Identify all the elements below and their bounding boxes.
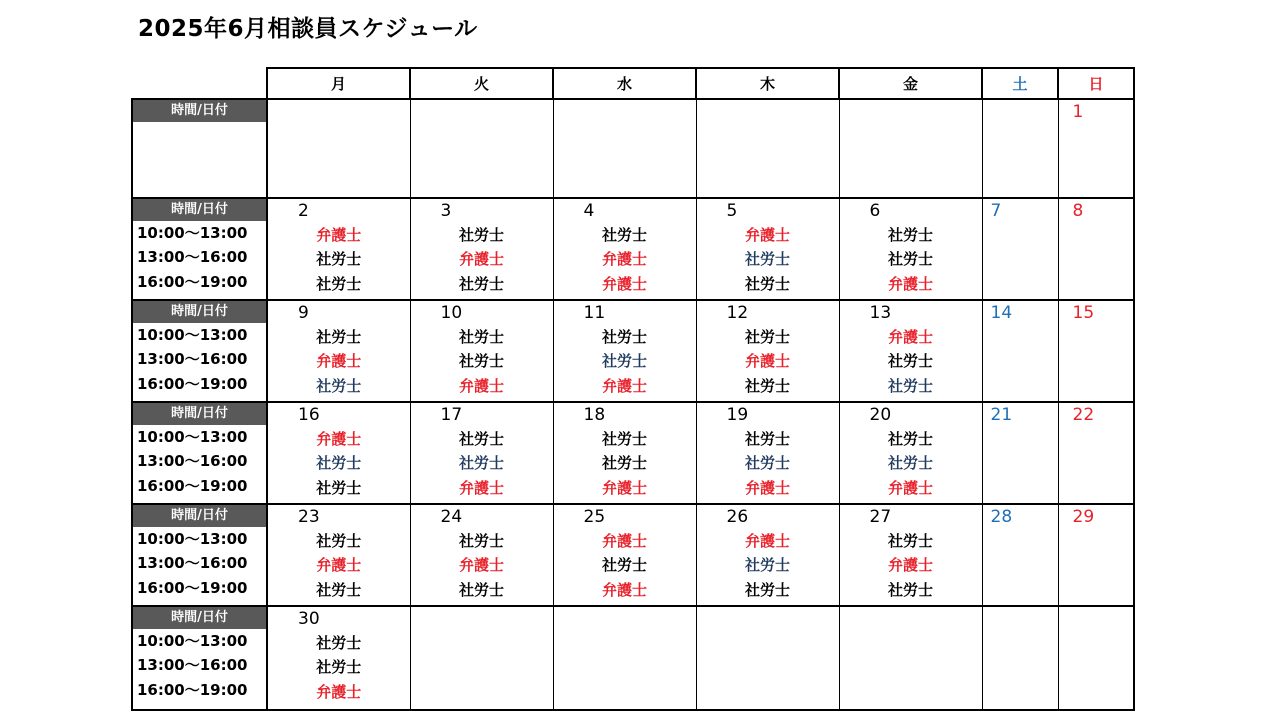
day-number <box>697 607 839 631</box>
time-slot-label: 10:00～13:00 <box>137 530 248 548</box>
schedule-calendar <box>131 67 1135 711</box>
counselor-slot: 弁護士 <box>458 376 504 395</box>
label-header: 時間/日付 <box>133 199 266 221</box>
day-cell <box>267 606 410 710</box>
day-number: 23 <box>298 507 320 527</box>
counselor-slot: 社労士 <box>316 532 362 550</box>
counselor-slot: 社労士 <box>887 430 933 448</box>
day-cell <box>410 504 553 606</box>
day-number <box>268 100 410 124</box>
counselor-slot: 社労士 <box>601 454 647 473</box>
counselor-slot: 社労士 <box>316 274 362 293</box>
day-cell <box>553 198 696 300</box>
day-number: 30 <box>298 609 320 629</box>
day-cell <box>410 606 553 710</box>
counselor-slot: 社労士 <box>316 634 362 652</box>
day-cell <box>839 99 982 198</box>
week-row <box>132 198 1134 300</box>
counselor-slot: 弁護士 <box>601 274 647 293</box>
time-slot-label: 10:00～13:00 <box>137 224 248 242</box>
day-cell <box>267 198 410 300</box>
day-number: 8 <box>1072 201 1084 221</box>
day-number: 20 <box>869 405 892 425</box>
counselor-slot: 弁護士 <box>887 274 933 293</box>
day-cell <box>839 300 982 402</box>
counselor-slot: 弁護士 <box>601 478 647 497</box>
week-row <box>132 402 1134 504</box>
day-cell <box>1058 504 1134 606</box>
counselor-slot: 社労士 <box>601 352 647 371</box>
day-cell <box>1058 606 1134 710</box>
day-number: 26 <box>726 507 749 527</box>
day-number: 9 <box>298 303 309 323</box>
day-cell <box>982 99 1058 198</box>
day-cell <box>982 198 1058 300</box>
weekday-header-row <box>132 68 1134 99</box>
day-cell <box>267 504 410 606</box>
time-slot-label: 16:00～19:00 <box>137 578 248 597</box>
weekday-thu: 木 <box>696 68 839 99</box>
counselor-slot: 社労士 <box>744 556 790 575</box>
day-cell <box>267 99 410 198</box>
day-number <box>697 100 839 124</box>
day-cell <box>982 300 1058 402</box>
day-cell <box>553 300 696 402</box>
counselor-slot: 社労士 <box>316 478 362 497</box>
time-label-cell <box>132 198 267 300</box>
counselor-slot: 社労士 <box>887 454 933 473</box>
counselor-slot: 社労士 <box>458 454 504 473</box>
day-number <box>411 607 553 631</box>
counselor-slot: 社労士 <box>316 328 362 346</box>
day-number: 24 <box>440 507 463 527</box>
weekday-sat: 土 <box>982 68 1058 99</box>
time-slot-label: 16:00～19:00 <box>137 680 248 699</box>
counselor-slot: 社労士 <box>458 352 504 371</box>
day-number: 13 <box>869 303 892 323</box>
label-header: 時間/日付 <box>133 607 266 629</box>
counselor-slot: 弁護士 <box>601 250 647 269</box>
label-header: 時間/日付 <box>133 403 266 425</box>
counselor-slot: 弁護士 <box>601 580 647 599</box>
day-number: 12 <box>726 303 749 323</box>
counselor-slot: 社労士 <box>887 352 933 371</box>
counselor-slot: 社労士 <box>458 430 504 448</box>
counselor-slot: 社労士 <box>601 328 647 346</box>
day-number: 29 <box>1072 507 1095 527</box>
day-cell <box>553 99 696 198</box>
day-cell <box>982 504 1058 606</box>
counselor-slot: 弁護士 <box>316 430 362 448</box>
counselor-slot: 社労士 <box>744 580 790 599</box>
day-cell <box>696 300 839 402</box>
counselor-slot: 社労士 <box>316 658 362 677</box>
counselor-slot: 弁護士 <box>601 376 647 395</box>
day-number: 2 <box>298 201 309 221</box>
time-label-cell <box>132 402 267 504</box>
day-cell <box>982 606 1058 710</box>
day-number <box>840 607 982 631</box>
day-number: 5 <box>726 201 738 221</box>
day-number <box>554 607 696 631</box>
time-slot-label: 10:00～13:00 <box>137 632 248 650</box>
day-number: 25 <box>583 507 606 527</box>
day-number: 15 <box>1072 303 1095 323</box>
day-number: 21 <box>990 405 1013 425</box>
day-cell <box>410 198 553 300</box>
counselor-slot: 社労士 <box>458 580 504 599</box>
counselor-slot: 弁護士 <box>316 556 362 575</box>
day-cell <box>1058 198 1134 300</box>
counselor-slot: 社労士 <box>887 226 933 244</box>
counselor-slot: 社労士 <box>744 376 790 395</box>
day-cell <box>267 300 410 402</box>
time-slot-label: 10:00～13:00 <box>137 428 248 446</box>
label-header: 時間/日付 <box>133 100 266 122</box>
counselor-slot: 弁護士 <box>744 226 790 244</box>
day-number: 3 <box>440 201 452 221</box>
weekday-fri: 金 <box>839 68 982 99</box>
day-cell <box>553 504 696 606</box>
counselor-slot: 社労士 <box>316 376 362 395</box>
counselor-slot: 弁護士 <box>887 556 933 575</box>
day-cell <box>696 402 839 504</box>
time-label-cell <box>132 300 267 402</box>
counselor-slot: 社労士 <box>744 328 790 346</box>
day-cell <box>696 198 839 300</box>
day-number: 18 <box>583 405 606 425</box>
counselor-slot: 弁護士 <box>744 352 790 371</box>
day-cell <box>410 99 553 198</box>
time-slot-label: 13:00～16:00 <box>137 554 248 573</box>
counselor-slot: 社労士 <box>744 250 790 269</box>
day-number: 17 <box>440 405 463 425</box>
counselor-slot: 弁護士 <box>887 478 933 497</box>
counselor-slot: 社労士 <box>601 226 647 244</box>
counselor-slot: 弁護士 <box>458 250 504 269</box>
day-number <box>554 100 696 124</box>
week-row <box>132 504 1134 606</box>
week-row <box>132 606 1134 710</box>
counselor-slot: 社労士 <box>458 274 504 293</box>
counselor-slot: 弁護士 <box>744 478 790 497</box>
day-number <box>411 100 553 124</box>
weekday-wed: 水 <box>553 68 696 99</box>
counselor-slot: 弁護士 <box>601 532 647 550</box>
day-number: 11 <box>583 303 606 323</box>
day-cell <box>696 504 839 606</box>
time-label-cell <box>132 606 267 710</box>
time-slot-label: 13:00～16:00 <box>137 350 248 369</box>
day-number <box>840 100 982 124</box>
counselor-slot: 社労士 <box>458 532 504 550</box>
counselor-slot: 社労士 <box>887 250 933 269</box>
counselor-slot: 社労士 <box>458 328 504 346</box>
day-number: 22 <box>1072 405 1095 425</box>
time-slot-label: 13:00～16:00 <box>137 248 248 267</box>
counselor-slot: 社労士 <box>744 274 790 293</box>
day-number: 19 <box>726 405 749 425</box>
counselor-slot: 弁護士 <box>316 352 362 371</box>
day-cell <box>696 99 839 198</box>
day-number: 4 <box>583 201 595 221</box>
time-slot-label: 13:00～16:00 <box>137 656 248 675</box>
day-number: 16 <box>298 405 320 425</box>
counselor-slot: 弁護士 <box>316 226 362 244</box>
page-title: 2025年6月相談員スケジュール <box>138 16 478 42</box>
week-row <box>132 300 1134 402</box>
day-cell <box>839 402 982 504</box>
counselor-slot: 弁護士 <box>316 682 362 701</box>
counselor-slot: 社労士 <box>316 580 362 599</box>
time-slot-label: 16:00～19:00 <box>137 272 248 291</box>
counselor-slot: 弁護士 <box>744 532 790 550</box>
day-cell <box>1058 402 1134 504</box>
time-slot-label: 13:00～16:00 <box>137 452 248 471</box>
counselor-slot: 社労士 <box>316 454 362 473</box>
weekday-tue: 火 <box>410 68 553 99</box>
weekday-mon: 月 <box>267 68 410 99</box>
day-cell <box>839 198 982 300</box>
day-cell <box>839 504 982 606</box>
day-cell <box>1058 99 1134 198</box>
week-row <box>132 99 1134 198</box>
counselor-slot: 弁護士 <box>458 478 504 497</box>
day-cell <box>553 402 696 504</box>
time-slot-label: 10:00～13:00 <box>137 326 248 344</box>
counselor-slot: 社労士 <box>887 376 933 395</box>
counselor-slot: 社労士 <box>744 430 790 448</box>
weekday-sun: 日 <box>1058 68 1134 99</box>
day-number: 14 <box>990 303 1013 323</box>
day-cell <box>267 402 410 504</box>
day-number <box>1059 607 1134 631</box>
counselor-slot: 社労士 <box>744 454 790 473</box>
time-label-cell <box>132 504 267 606</box>
counselor-slot: 社労士 <box>601 556 647 575</box>
header-corner <box>132 68 267 99</box>
label-header: 時間/日付 <box>133 301 266 323</box>
day-number: 27 <box>869 507 892 527</box>
counselor-slot: 弁護士 <box>887 328 933 346</box>
counselor-slot: 社労士 <box>601 430 647 448</box>
counselor-slot: 社労士 <box>458 226 504 244</box>
counselor-slot: 社労士 <box>887 580 933 599</box>
day-number: 28 <box>990 507 1013 527</box>
day-cell <box>1058 300 1134 402</box>
day-cell <box>410 402 553 504</box>
counselor-slot: 社労士 <box>316 250 362 269</box>
time-slot-label: 16:00～19:00 <box>137 374 248 393</box>
day-cell <box>982 402 1058 504</box>
day-number <box>983 607 1058 631</box>
day-number <box>983 100 1058 124</box>
day-number: 7 <box>990 201 1002 221</box>
counselor-slot: 社労士 <box>887 532 933 550</box>
counselor-slot: 弁護士 <box>458 556 504 575</box>
day-cell <box>839 606 982 710</box>
day-cell <box>696 606 839 710</box>
time-slot-label: 16:00～19:00 <box>137 476 248 495</box>
day-cell <box>553 606 696 710</box>
day-number: 1 <box>1072 102 1084 122</box>
day-cell <box>410 300 553 402</box>
time-label-cell <box>132 99 267 198</box>
day-number: 6 <box>869 201 881 221</box>
day-number: 10 <box>440 303 463 323</box>
label-header: 時間/日付 <box>133 505 266 527</box>
